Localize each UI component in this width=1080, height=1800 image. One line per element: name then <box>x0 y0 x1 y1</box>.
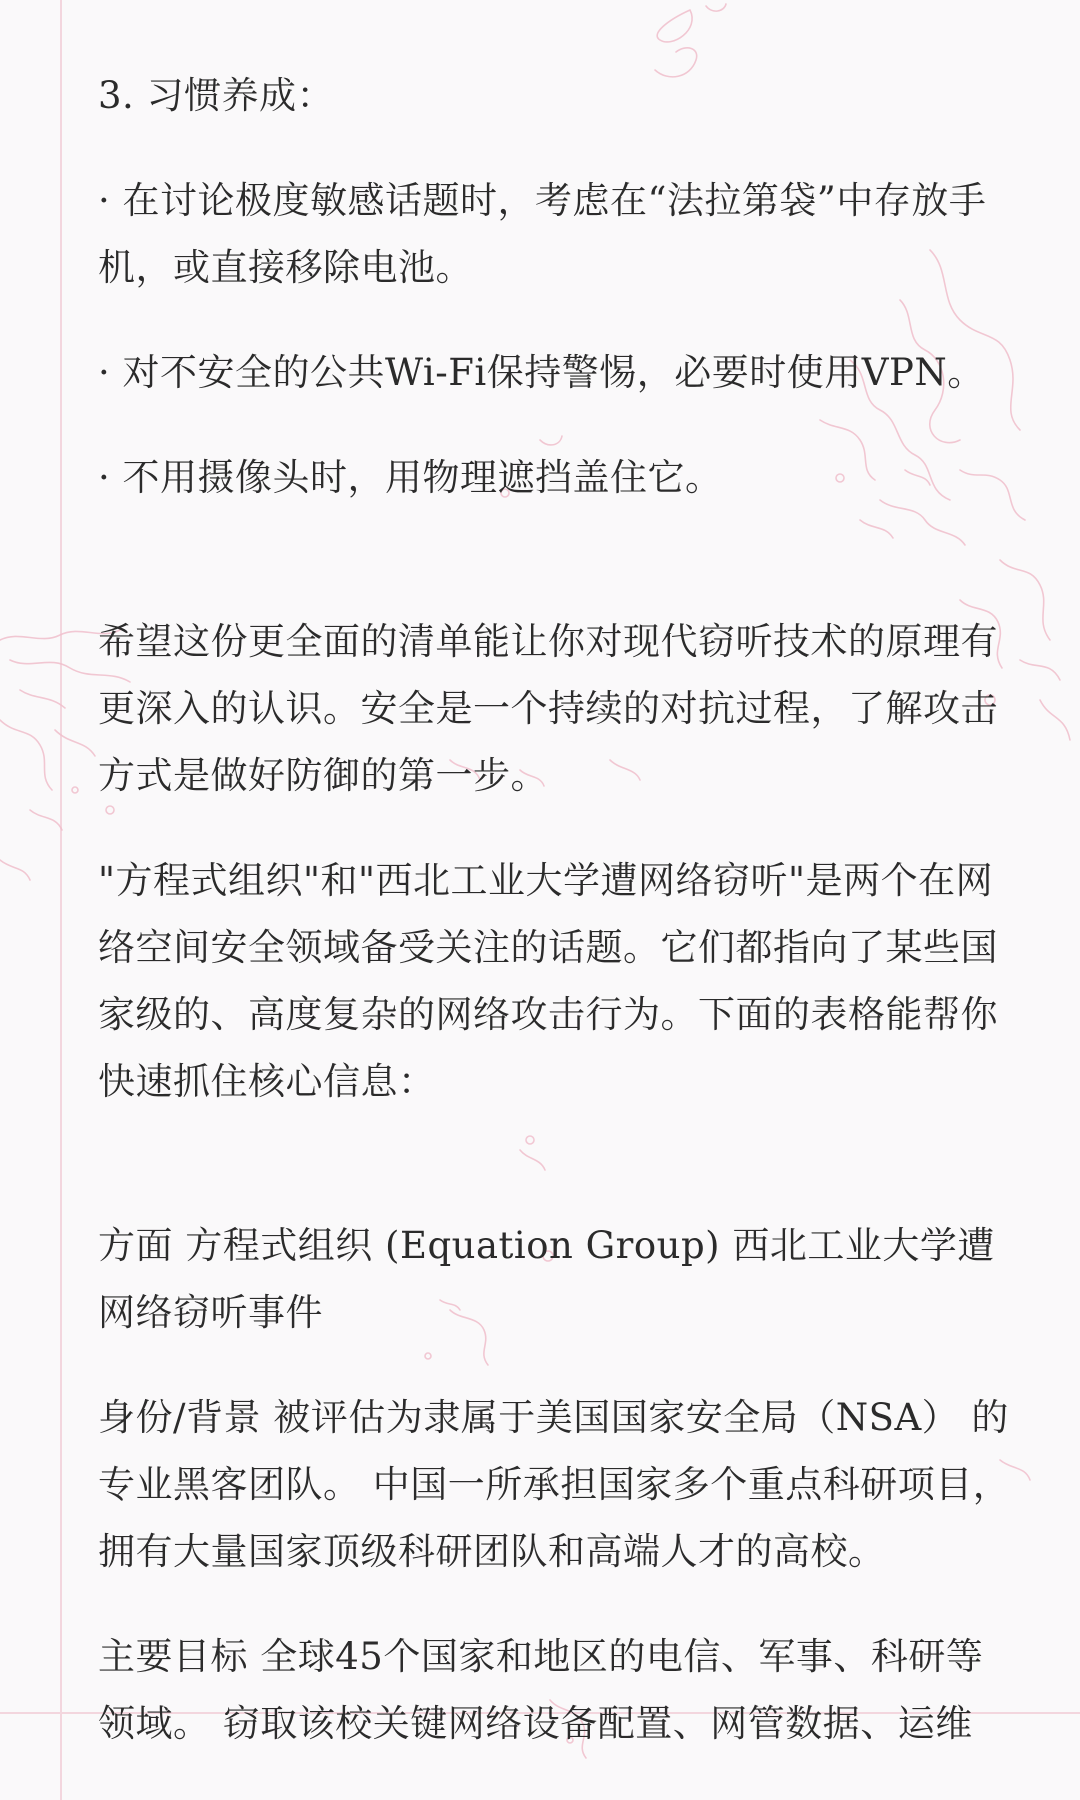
habit-bullet-camera: · 不用摄像头时，用物理遮挡盖住它。 <box>98 456 723 499</box>
intro-paragraph: "方程式组织"和"西北工业大学遭网络窃听"是两个在网络空间安全领域备受关注的话题。它们都指向了某些国家级的、高度复杂的网络攻击行为。下面的表格能帮你快速抓住核心信息： <box>98 859 998 1103</box>
habit-bullet-faraday: · 在讨论极度敏感话题时，考虑在“法拉第袋”中存放手机，或直接移除电池。 <box>98 179 987 289</box>
table-row-header: 方面 方程式组织 (Equation Group) 西北工业大学遭网络窃听事件 <box>98 1224 995 1334</box>
habits-heading: 3. 习惯养成： <box>98 74 335 117</box>
conclusion-paragraph: 希望这份更全面的清单能让你对现代窃听技术的原理有更深入的认识。安全是一个持续的对抗过程，了解攻击方式是做好防御的第一步。 <box>98 620 998 797</box>
table-row-identity: 身份/背景 被评估为隶属于美国国家安全局（NSA） 的专业黑客团队。 中国一所承担国家多个重点科研项目，拥有大量国家顶级科研团队和高端人才的高校。 <box>98 1396 1011 1573</box>
habit-bullet-wifi: · 对不安全的公共Wi-Fi保持警惕，必要时使用VPN。 <box>98 351 985 394</box>
table-row-target: 主要目标 全球45个国家和地区的电信、军事、科研等领域。 窃取该校关键网络设备配置、网管数据、运维 <box>98 1635 984 1745</box>
margin-line-vertical <box>60 0 62 1800</box>
article-body <box>98 62 1018 1757</box>
